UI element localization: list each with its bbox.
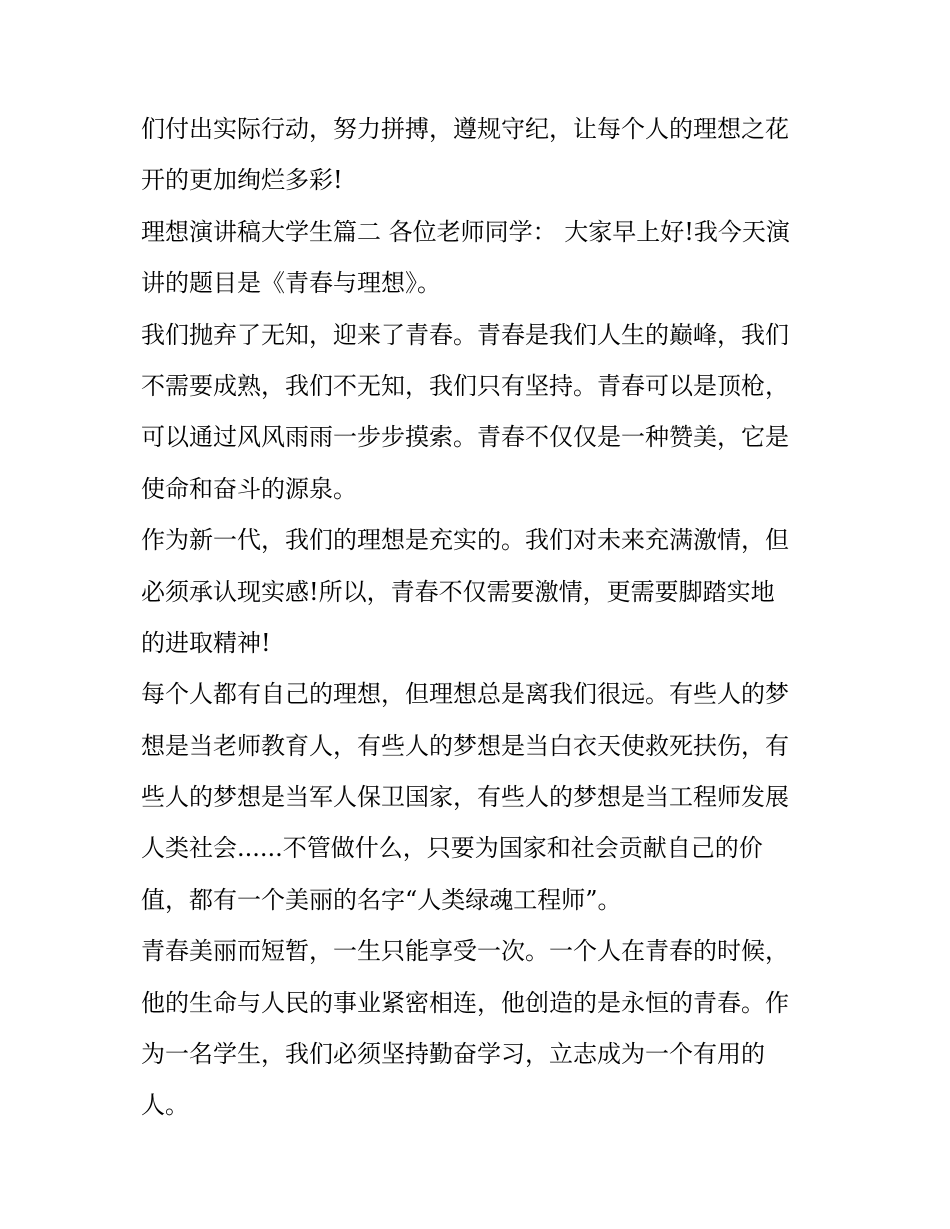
text-line: 值，都有一个美丽的名字“人类绿魂工程师”。 bbox=[141, 885, 622, 914]
text-line: 人类社会......不管做什么，只要为国家和社会贡献自己的价 bbox=[141, 834, 763, 863]
text-line: 使命和奋斗的源泉。 bbox=[141, 474, 357, 503]
text-line: 们付出实际行动，努力拼搏，遵规守纪，让每个人的理想之花 bbox=[141, 115, 789, 143]
text-line: 想是当老师教育人，有些人的梦想是当白衣天使救死扶伤，有 bbox=[141, 731, 789, 760]
text-line: 些人的梦想是当军人保卫国家，有些人的梦想是当工程师发展 bbox=[141, 783, 789, 812]
text-line: 每个人都有自己的理想，但理想总是离我们很远。有些人的梦 bbox=[141, 680, 789, 709]
text-line: 为一名学生，我们必须坚持勤奋学习，立志成为一个有用的 bbox=[141, 1040, 765, 1069]
text-line: 作为新一代，我们的理想是充实的。我们对未来充满激情，但 bbox=[141, 526, 789, 555]
text-line: 讲的题目是《青春与理想》。 bbox=[141, 269, 441, 298]
text-line: 不需要成熟，我们不无知，我们只有坚持。青春可以是顶枪， bbox=[141, 371, 789, 400]
text-line: 青春美丽而短暂，一生只能享受一次。一个人在青春的时候， bbox=[141, 937, 789, 966]
text-line: 的进取精神! bbox=[141, 628, 271, 657]
text-line: 必须承认现实感!所以，青春不仅需要激情，更需要脚踏实地 bbox=[141, 577, 775, 606]
text-line: 开的更加绚烂多彩! bbox=[141, 166, 343, 195]
text-line: 我们抛弃了无知，迎来了青春。青春是我们人生的巅峰，我们 bbox=[141, 320, 789, 349]
text-line: 可以通过风风雨雨一步步摸索。青春不仅仅是一种赞美，它是 bbox=[141, 423, 789, 452]
text-line: 理想演讲稿大学生篇二 各位老师同学： 大家早上好!我今天演 bbox=[141, 217, 790, 246]
document-body bbox=[141, 104, 821, 1132]
text-line: 他的生命与人民的事业紧密相连，他创造的是永恒的青春。作 bbox=[141, 988, 789, 1017]
text-line: 人。 bbox=[141, 1091, 189, 1120]
